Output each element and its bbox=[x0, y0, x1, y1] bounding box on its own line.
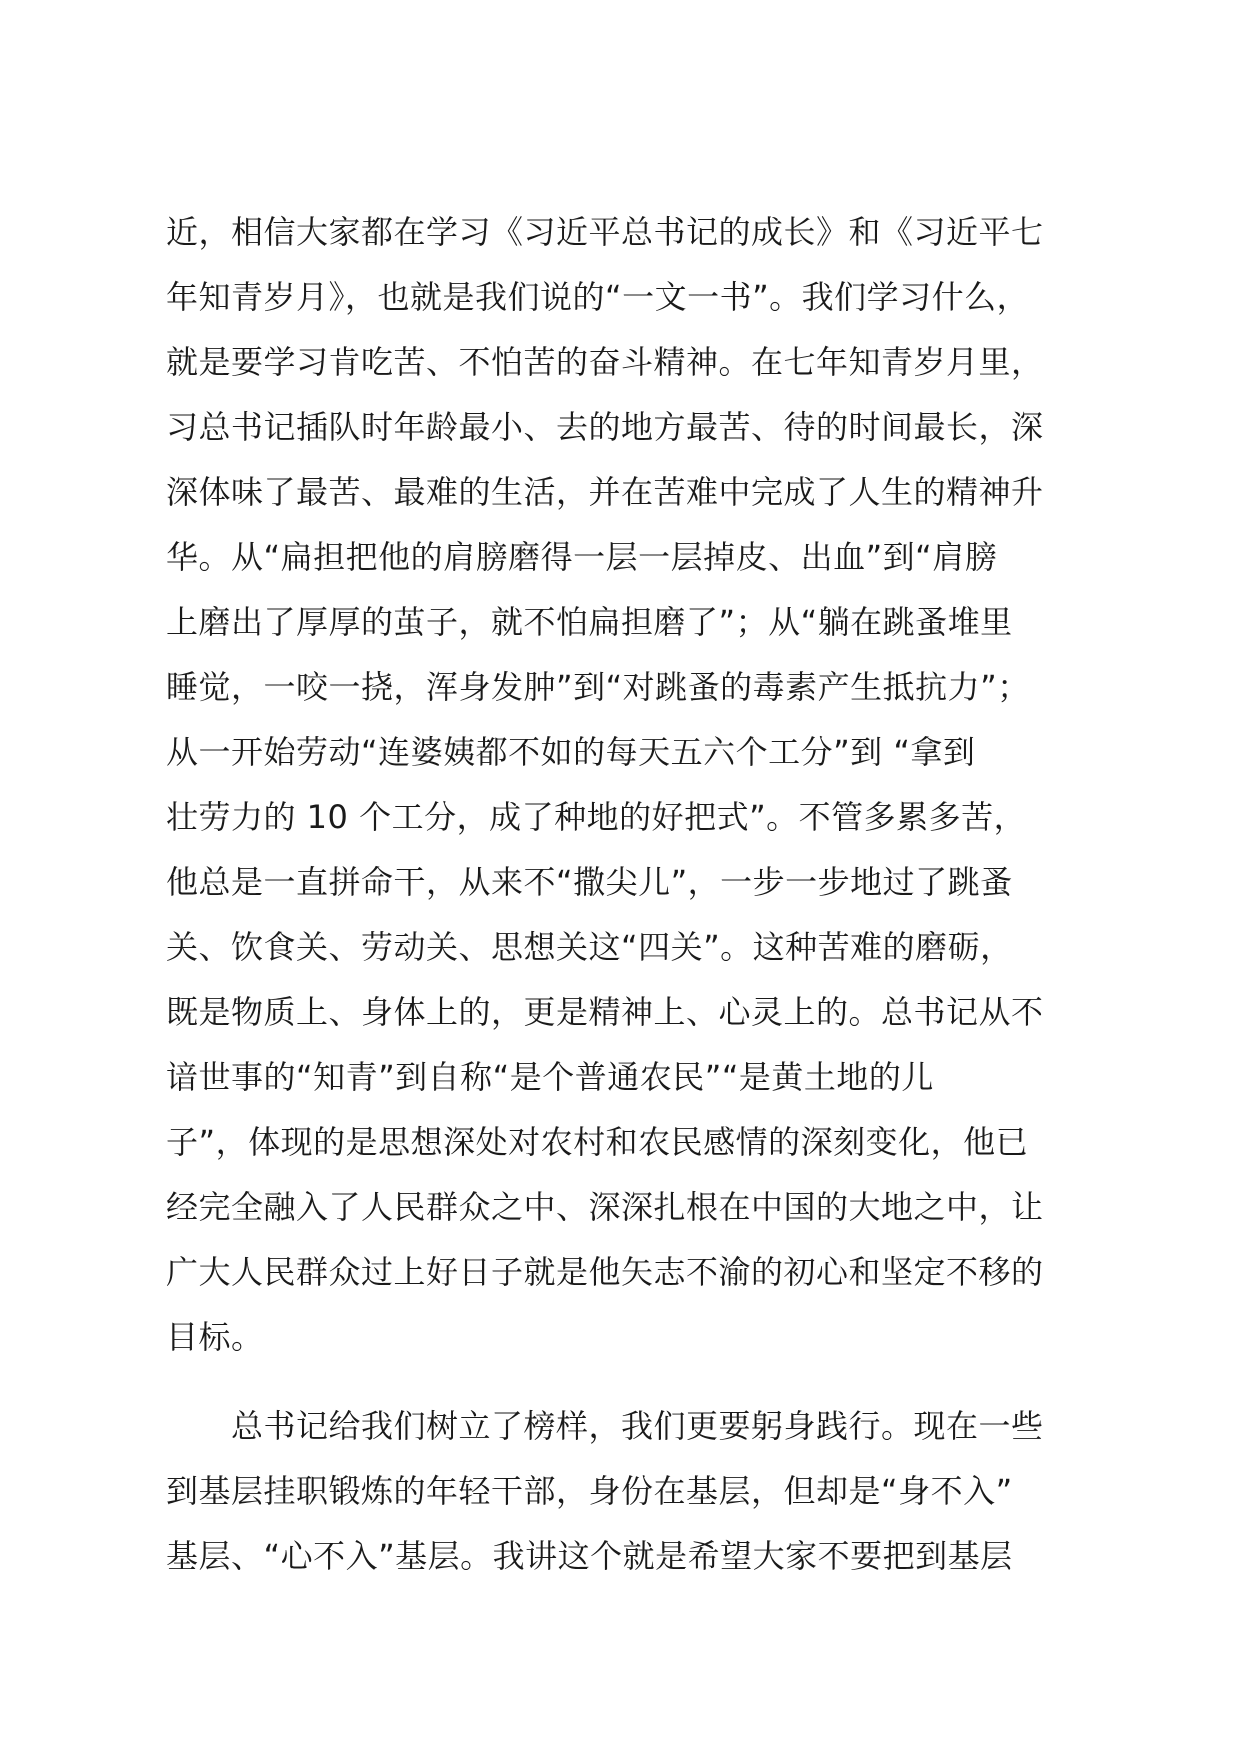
text-line: 经完全融入了人民群众之中、深深扎根在中国的大地之中，让 bbox=[166, 1188, 1044, 1226]
text-line: 他总是一直拼命干，从来不“撒尖儿”，一步一步地过了跳蚤 bbox=[166, 863, 1013, 901]
text-line: 基层、“心不入”基层。我讲这个就是希望大家不要把到基层 bbox=[166, 1537, 1013, 1575]
text-line: 到基层挂职锻炼的年轻干部，身份在基层，但却是“身不入” bbox=[166, 1472, 1013, 1510]
text-line: 既是物质上、身体上的，更是精神上、心灵上的。总书记从不 bbox=[166, 993, 1044, 1031]
body-text bbox=[166, 200, 1086, 1589]
text-line: 壮劳力的 10 个工分，成了种地的好把式”。不管多累多苦， bbox=[166, 798, 1027, 836]
paragraph-2 bbox=[166, 1394, 1086, 1589]
text-line: 谙世事的“知青”到自称“是个普通农民”“是黄土地的儿 bbox=[166, 1058, 934, 1096]
text-line: 广大人民群众过上好日子就是他矢志不渝的初心和坚定不移的 bbox=[166, 1253, 1044, 1291]
paragraph-1 bbox=[166, 200, 1086, 1370]
text-line: 年知青岁月》，也就是我们说的“一文一书”。我们学习什么， bbox=[166, 278, 1030, 316]
text-line: 就是要学习肯吃苦、不怕苦的奋斗精神。在七年知青岁月里， bbox=[166, 343, 1044, 381]
text-line: 上磨出了厚厚的茧子，就不怕扁担磨了”；从“躺在跳蚤堆里 bbox=[166, 603, 1013, 641]
text-line: 总书记给我们树立了榜样，我们更要躬身践行。现在一些 bbox=[166, 1407, 1044, 1445]
text-line: 从一开始劳动“连婆姨都不如的每天五六个工分”到 “拿到 bbox=[166, 733, 976, 771]
text-line: 关、饮食关、劳动关、思想关这“四关”。这种苦难的磨砺， bbox=[166, 928, 1013, 966]
text-line: 深体味了最苦、最难的生活，并在苦难中完成了人生的精神升 bbox=[166, 473, 1044, 511]
text-line: 目标。 bbox=[166, 1318, 264, 1356]
text-line: 习总书记插队时年龄最小、去的地方最苦、待的时间最长，深 bbox=[166, 408, 1044, 446]
text-line: 子”，体现的是思想深处对农村和农民感情的深刻变化，他已 bbox=[166, 1123, 1029, 1161]
text-line: 睡觉，一咬一挠，浑身发肿”到“对跳蚤的毒素产生抵抗力”； bbox=[166, 668, 1030, 706]
text-line: 近，相信大家都在学习《习近平总书记的成长》和《习近平七 bbox=[166, 213, 1044, 251]
text-line: 华。从“扁担把他的肩膀磨得一层一层掉皮、出血”到“肩膀 bbox=[166, 538, 998, 576]
paragraph-spacing bbox=[166, 1370, 1086, 1394]
